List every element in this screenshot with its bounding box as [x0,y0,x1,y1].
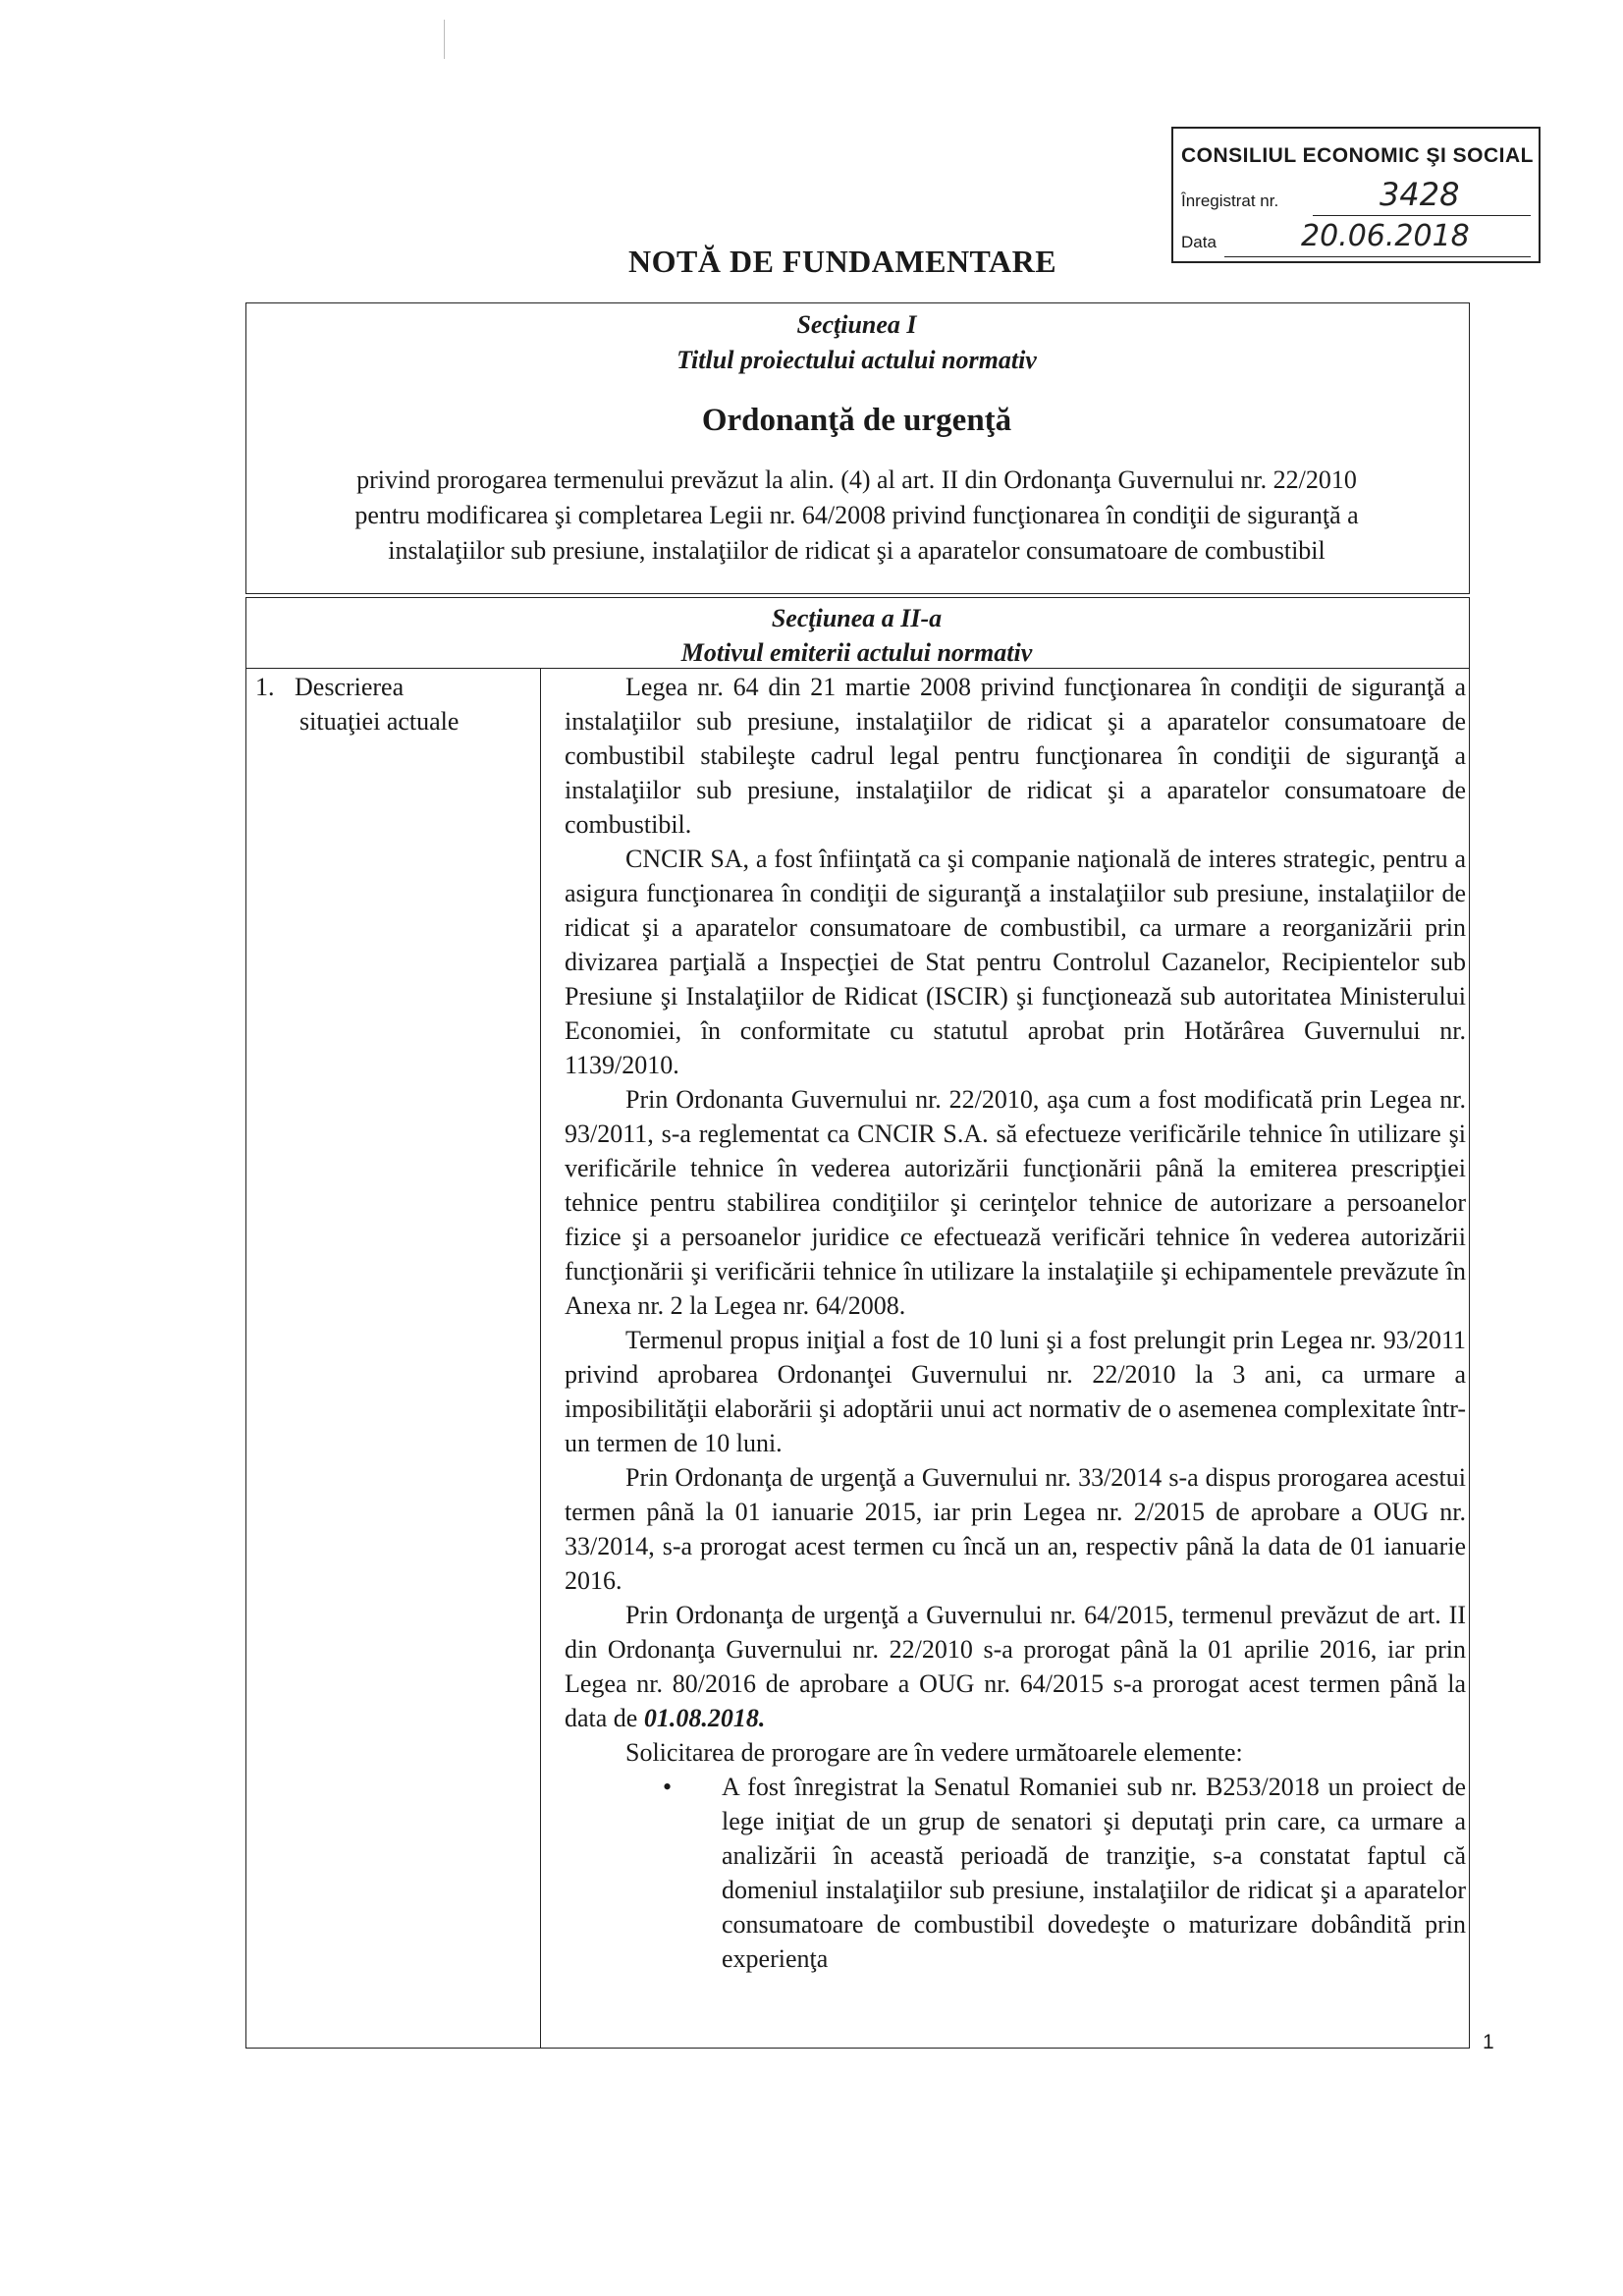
column-divider [540,668,541,2049]
stamp-title: CONSILIUL ECONOMIC ŞI SOCIAL [1181,144,1534,167]
section-1-heading: Secţiunea I [796,310,917,339]
section-2-heading: Secţiunea a II-a [771,604,943,632]
stamp-date-value: 20.06.2018 [1301,219,1470,253]
row-1-label-line2: situaţiei actuale [299,707,460,736]
section-1-subheading: Titlul proiectului actului normativ [676,346,1037,374]
row-1-number: 1. [255,673,275,701]
paragraph: Legea nr. 64 din 21 martie 2008 privind funcţionarea în condiţii de siguranţă a instalaţiilor sub presiune, instalaţiilor de ridicat şi a aparatelor consumatoare de combustibil stabileşte cadrul legal pentru funcţionarea în condiţii de siguranţă a instalaţiilor sub presiune, instalaţiilor de ridicat şi a aparatelor consumatoare de combustibil. [565,673,1466,839]
act-title-line: pentru modificarea şi completarea Legii nr. 64/2008 privind funcţionarea în condiţii de siguranţă a [354,501,1359,529]
paragraph: Prin Ordonanta Guvernului nr. 22/2010, aşa cum a fost modificată prin Legea nr. 93/2011, s-a reglementat ca CNCIR S.A. să efectueze verificările tehnice în utilizare şi verificările tehnice în vederea autorizării funcţionării până la emiterea prescripţiei tehnice pentru stabilirea condiţiilor şi cerinţelor tehnice de autorizare a persoanelor fizice şi a persoanelor juridice ce efectuează verificări tehnice în vederea autorizării funcţionării şi verificării tehnice în utilizare la instalaţiile şi echipamentele prevăzute în Anexa nr. 2 la Legea nr. 64/2008. [565,1085,1466,1320]
paragraph: Termenul propus iniţial a fost de 10 luni şi a fost prelungit prin Legea nr. 93/2011 privind aprobarea Ordonanţei Guvernului nr. 22/2010 la 3 ani, ca urmare a imposibilităţii elaborării şi adoptării unui act normativ de o asemenea complexitate într-un termen de 10 luni. [565,1326,1466,1457]
scan-artifact [444,20,445,59]
paragraph: Prin Ordonanţa de urgenţă a Guvernului nr. 33/2014 s-a dispus prorogarea acestui termen până la 01 ianuarie 2015, iar prin Legea nr. 2/2015 de aprobare a OUG nr. 33/2014, s-a prorogat acest termen cu încă un an, respectiv până la data de 01 ianuarie 2016. [565,1463,1466,1595]
section-2-subheading: Motivul emiterii actului normativ [680,638,1033,667]
row-1-label [255,670,459,738]
paragraph: CNCIR SA, a fost înfiinţată ca şi companie naţională de interes strategic, pentru a asigura funcţionarea în condiţii de siguranţă a instalaţiilor sub presiune, instalaţiilor de ridicat şi a aparatelor consumatoare de combustibil, ca urmare a reorganizării prin divizarea parţială a Inspecţiei de Stat pentru Controlul Cazanelor, Recipientelor sub Presiune şi Instalaţiilor de Ridicat (ISCIR) şi funcţionează sub autoritatea Ministerului Economiei, în conformitate cu statutul aprobat prin Hotărârea Guvernului nr. 1139/2010. [565,845,1466,1079]
page-number: 1 [1483,2031,1494,2053]
stamp-date-label: Data [1181,233,1217,251]
bullet-item: • A fost înregistrat la Senatul Romaniei sub nr. B253/2018 un proiect de lege iniţiat de un grup de senatori şi deputaţi prin care, ca urmare a analizării în această perioadă de tranziţie, s-a constatat faptul că domeniul instalaţiilor sub presiune, instalaţiilor de ridicat şi a aparatelor consumatoare de combustibil dovedeşte o maturizare dobândită prin experienţa [565,1770,1466,1976]
row-1-label-line1: Descrierea [295,673,405,701]
paragraph [565,1598,1466,1735]
stamp-date-line [1224,256,1531,257]
stamp-number-line [1313,215,1531,216]
row-1-description [565,670,1466,1976]
deadline-date: 01.08.2018. [643,1704,766,1732]
section-2-header-divider [245,668,1470,669]
act-title-line: instalaţiilor sub presiune, instalaţiilor de ridicat şi a aparatelor consumatoare de combustibil [388,536,1325,565]
paragraph: Solicitarea de prorogare are în vedere următoarele elemente: [625,1738,1243,1767]
registration-stamp [1171,127,1541,263]
document-title: NOTĂ DE FUNDAMENTARE [628,244,1057,279]
act-type: Ordonanţă de urgenţă [701,403,1012,438]
paragraph-text: Prin Ordonanţa de urgenţă a Guvernului nr. 64/2015, termenul prevăzut de art. II din Ordonanţa Guvernului nr. 22/2010 s-a prorogat până la 01 aprilie 2016, iar prin Legea nr. 80/2016 de aprobare a OUG nr. 64/2015 s-a prorogat acest termen până la data de [565,1601,1466,1732]
stamp-registered-number: 3428 [1380,176,1460,213]
stamp-registered-label: Înregistrat nr. [1181,191,1279,210]
act-title-line: privind prorogarea termenului prevăzut la alin. (4) al art. II din Ordonanţa Guvernului nr. 22/2010 [356,465,1357,494]
